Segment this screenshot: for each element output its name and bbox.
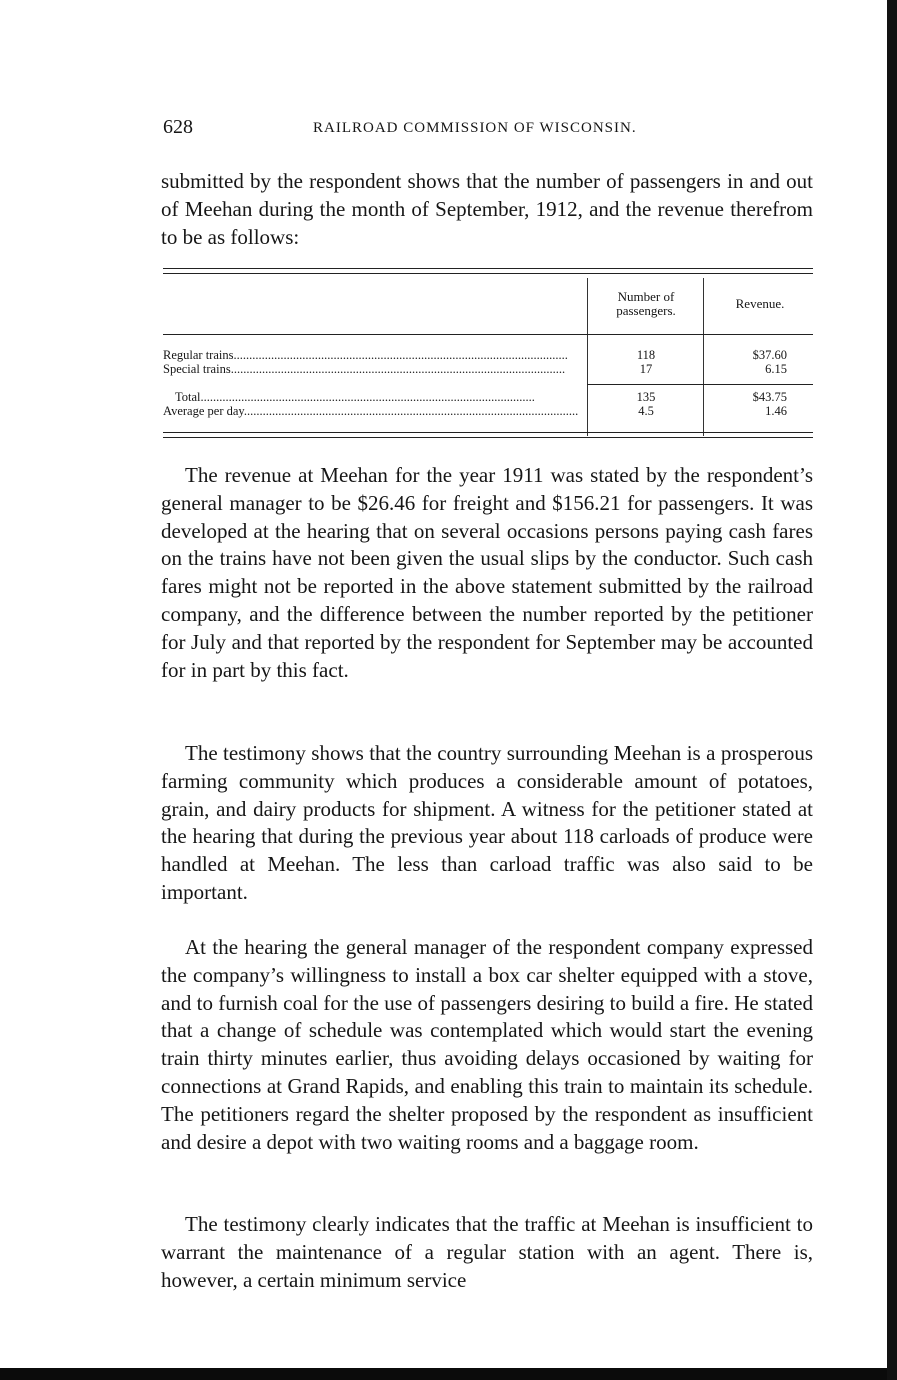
dot-leader: ...........................................................................................................	[233, 348, 568, 362]
table-col-divider-1	[587, 278, 588, 436]
table-bottom-rule-2	[163, 437, 813, 438]
column-header-revenue: Revenue.	[735, 296, 785, 311]
table-cell-revenue: $43.75	[752, 390, 787, 404]
table-row-label: Regular trains...........................................................................................................	[163, 348, 568, 362]
passenger-revenue-table	[163, 268, 813, 440]
header-rule	[163, 334, 813, 335]
scan-bottom-edge	[0, 1368, 897, 1380]
page-header	[163, 116, 813, 144]
table-row-label: Special trains...........................................................................................................	[163, 362, 566, 376]
paragraph-revenue: The revenue at Meehan for the year 1911 was stated by the respondent’s general manager to be $26.46 for freight and $156.21 for passengers. It was developed at the hearing that on several occasions persons paying cash fares on the trains have not been given the usual slips by the conductor. Such cash fares might not be reported in the above statement submitted by the railroad company, and the difference between the number reported by the petitioner for July and that reported by the respondent for September may be accounted for in part by this fact.	[161, 463, 813, 682]
running-title: RAILROAD COMMISSION OF WISCONSIN.	[313, 120, 637, 136]
table-top-rule	[163, 268, 813, 269]
table-cell-revenue: 1.46	[765, 404, 787, 418]
dot-leader: ...........................................................................................................	[230, 362, 566, 376]
table-cell-passengers: 17	[639, 362, 653, 376]
dot-leader: ...........................................................................................................	[200, 390, 535, 404]
table-row-label: Average per day...........................................................................................................	[163, 404, 579, 418]
paragraph-testimony-country: The testimony shows that the country surrounding Meehan is a prosperous farming community which produces a considerable amount of potatoes, grain, and dairy products for shipment. A witness for the petitioner stated at the hearing that during the previous year about 118 carloads of produce were handled at Meehan. The less than carload traffic was also said to be important.	[161, 741, 813, 904]
table-bottom-rule	[163, 432, 813, 433]
table-row-label: Total...........................................................................................................	[175, 390, 535, 404]
table-cell-passengers: 4.5	[638, 404, 654, 418]
column-header-passengers: Number of passengers.	[616, 289, 676, 318]
subtotal-rule	[587, 384, 813, 385]
table-cell-passengers: 118	[636, 348, 656, 362]
paragraph-testimony-traffic: The testimony clearly indicates that the traffic at Meehan is insufficient to warrant the maintenance of a regular station with an agent. There is, however, a certain minimum service	[161, 1212, 813, 1292]
table-cell-revenue: $37.60	[752, 348, 787, 362]
table-col-divider-2	[703, 278, 704, 436]
scan-right-edge	[887, 0, 897, 1380]
table-top-rule-2	[163, 273, 813, 274]
table-cell-revenue: 6.15	[765, 362, 787, 376]
table-cell-passengers: 135	[636, 390, 656, 404]
page-number: 628	[163, 116, 193, 138]
paragraph-intro: submitted by the respondent shows that the number of passengers in and out of Meehan during the month of September, 1912, and the revenue therefrom to be as follows:	[161, 169, 813, 249]
dot-leader: ...........................................................................................................	[243, 404, 579, 418]
paragraph-hearing: At the hearing the general manager of the respondent company expressed the company’s willingness to install a box car shelter equipped with a stove, and to furnish coal for the use of passengers desiring to build a fire. He stated that a change of schedule was contemplated which would start the evening train thirty minutes earlier, thus avoiding delays occasioned by waiting for connections at Grand Rapids, and enabling this train to maintain its schedule. The petitioners regard the shelter proposed by the respondent as insufficient and desire a depot with two waiting rooms and a baggage room.	[161, 935, 813, 1154]
